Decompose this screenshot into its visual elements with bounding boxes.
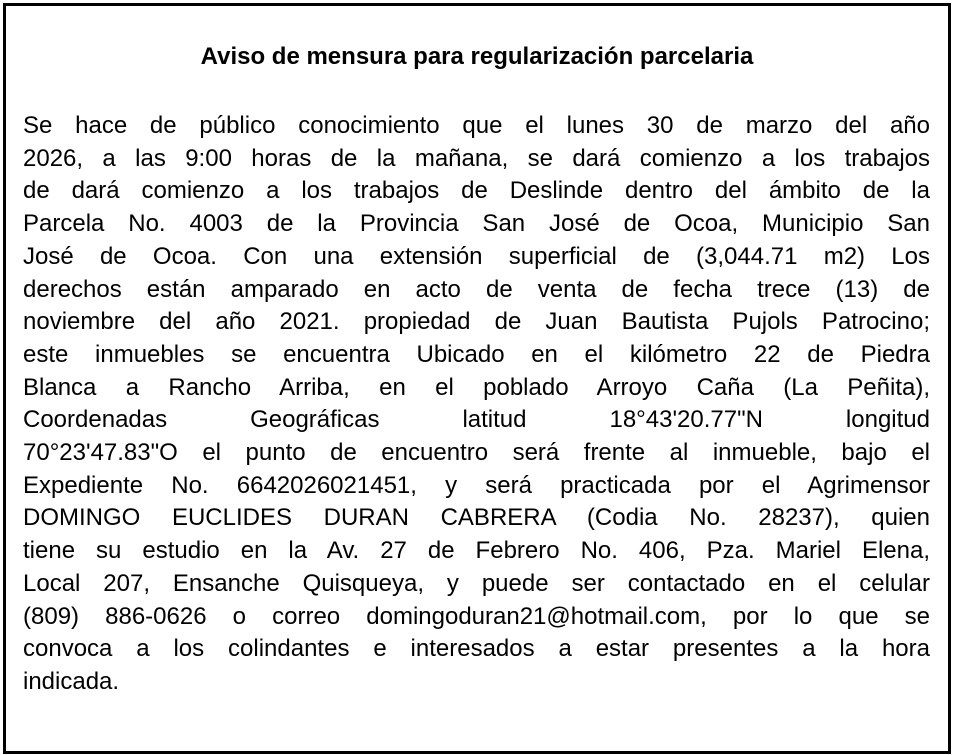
body-line: Local 207, Ensanche Quisqueya, y puede ser contactado en el celular — [23, 569, 930, 597]
body-line: tiene su estudio en la Av. 27 de Febrero No. 406, Pza. Mariel Elena, — [23, 537, 930, 565]
notice-box — [3, 3, 951, 754]
body-line: 70°23'47.83"O el punto de encuentro será frente al inmueble, bajo el — [23, 439, 930, 467]
body-line: Se hace de público conocimiento que el lunes 30 de marzo del año — [23, 112, 930, 139]
body-line: indicada. — [23, 667, 120, 695]
body-line: de dará comienzo a los trabajos de Deslinde dentro del ámbito de la — [23, 177, 930, 205]
body-line: derechos están amparado en acto de venta de fecha trece (13) de — [23, 275, 930, 303]
body-line: Coordenadas Geográficas latitud 18°43'20.77"N longitud — [23, 406, 930, 434]
body-line: Blanca a Rancho Arriba, en el poblado Arroyo Caña (La Peñita), — [23, 373, 930, 401]
body-line: noviembre del año 2021. propiedad de Juan Bautista Pujols Patrocino; — [23, 308, 930, 336]
body-line: este inmuebles se encuentra Ubicado en el kilómetro 22 de Piedra — [23, 340, 930, 368]
body-line: (809) 886-0626 o correo domingoduran21@hotmail.com, por lo que se — [23, 602, 930, 630]
notice-title: Aviso de mensura para regularización parcelaria — [200, 43, 754, 70]
notice-body — [23, 110, 930, 699]
body-line: DOMINGO EUCLIDES DURAN CABRERA (Codia No. 28237), quien — [23, 504, 930, 532]
body-line: convoca a los colindantes e interesados a estar presentes a la hora — [23, 635, 930, 663]
body-line: Parcela No. 4003 de la Provincia San José de Ocoa, Municipio San — [23, 210, 930, 238]
body-line: Expediente No. 6642026021451, y será practicada por el Agrimensor — [23, 471, 930, 499]
body-line: 2026, a las 9:00 horas de la mañana, se dará comienzo a los trabajos — [23, 144, 930, 172]
body-line: José de Ocoa. Con una extensión superficial de (3,044.71 m2) Los — [23, 242, 930, 270]
